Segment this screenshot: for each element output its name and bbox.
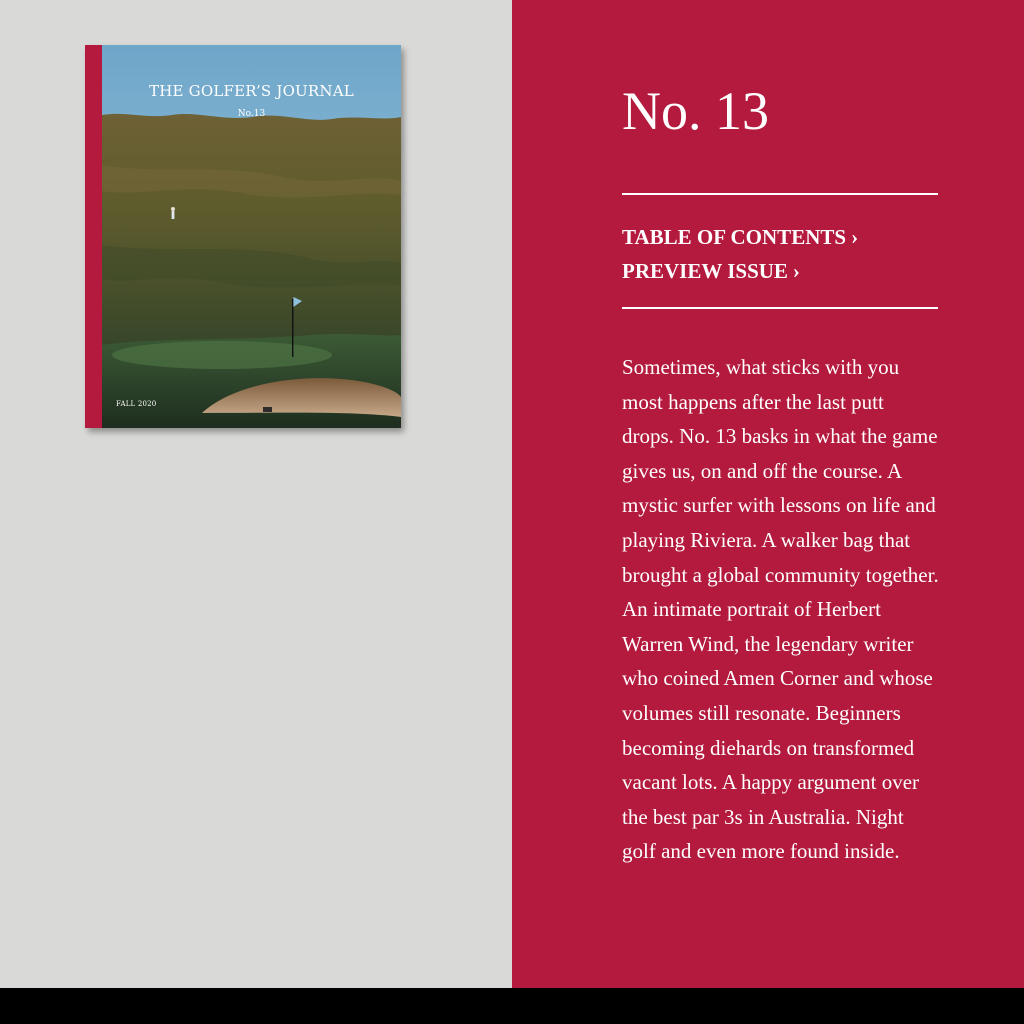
table-of-contents-link[interactable] <box>622 223 858 251</box>
chevron-right-icon: › <box>851 225 859 249</box>
preview-issue-label: PREVIEW ISSUE <box>622 259 788 283</box>
chevron-right-icon: › <box>792 259 800 283</box>
cover-issue-number: No.13 <box>237 109 266 119</box>
cover-spine <box>85 45 102 428</box>
preview-issue-link[interactable] <box>622 257 800 285</box>
bottom-bar <box>0 988 1024 1024</box>
divider-bottom <box>622 307 938 309</box>
cover-panel <box>0 0 512 988</box>
issue-description: Sometimes, what sticks with you most happens after the last putt drops. No. 13 basks in what the game gives us, on and off the course. A mystic surfer with lessons on life and playing Riviera. A walker bag that brought a global community together. An intimate portrait of Herbert Warren Wind, the legendary writer who coined Amen Corner and whose volumes still resonate. Beginners becoming diehards on transformed vacant lots. A happy argument over the best par 3s in Australia. Night golf and even more found inside. <box>622 355 939 864</box>
divider-top <box>622 193 938 195</box>
cover-photo <box>102 45 401 428</box>
table-of-contents-label: TABLE OF CONTENTS <box>622 225 847 249</box>
cover-season: FALL 2020 <box>116 400 157 408</box>
cover-title: THE GOLFER’S JOURNAL <box>149 82 354 100</box>
magazine-cover[interactable] <box>85 45 401 428</box>
issue-heading: No. 13 <box>622 81 769 141</box>
